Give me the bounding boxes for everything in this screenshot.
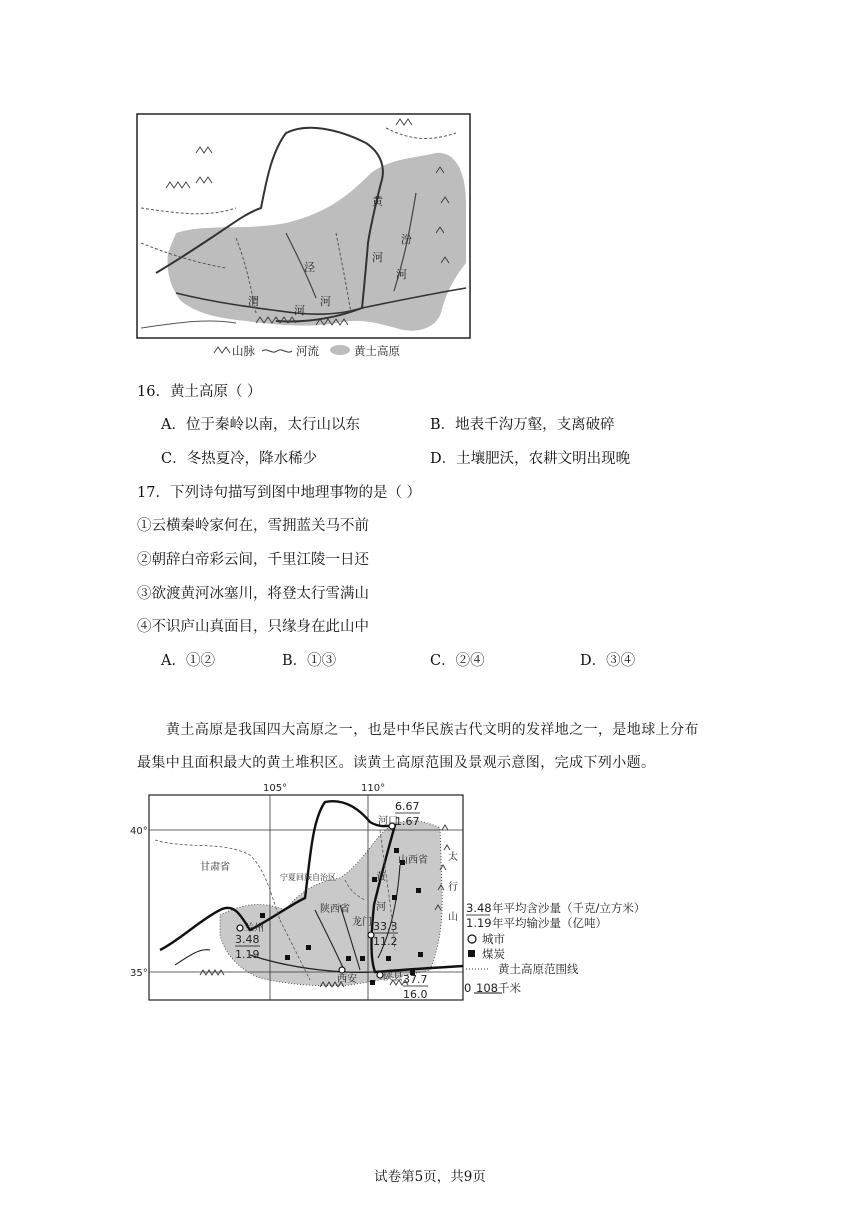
q17-item-4: ④不识庐山真面目，只缘身在此山中 (137, 619, 369, 635)
svg-text:105°: 105° (263, 783, 288, 794)
svg-text:宁夏回族自治区: 宁夏回族自治区 (280, 873, 336, 882)
svg-text:黄: 黄 (376, 872, 386, 883)
svg-text:河: 河 (320, 295, 331, 308)
svg-text:黄土高原范围线: 黄土高原范围线 (498, 962, 579, 976)
svg-text:山脉: 山脉 (232, 344, 255, 358)
svg-text:0: 0 (464, 981, 472, 995)
question-17-stem: 17．下列诗句描写到图中地理事物的是（ ） (137, 485, 422, 501)
svg-text:108千米: 108千米 (476, 981, 521, 995)
svg-text:1.19: 1.19 (235, 948, 260, 961)
q16-option-b[interactable]: B．地表千沟万壑，支离破碎 (430, 417, 615, 433)
svg-text:陕西省: 陕西省 (320, 904, 350, 915)
q17-item-2: ②朝辞白帝彩云间，千里江陵一日还 (137, 552, 369, 568)
svg-text:渭: 渭 (248, 295, 259, 308)
loess-plateau-map-2 (130, 780, 700, 1005)
svg-text:35°: 35° (130, 968, 148, 979)
svg-text:16.0: 16.0 (403, 988, 428, 1001)
svg-text:37.7: 37.7 (403, 973, 428, 986)
svg-text:河口: 河口 (378, 816, 398, 827)
svg-text:1.67: 1.67 (395, 815, 420, 828)
intro-line-1: 黄土高原是我国四大高原之一，也是中华民族古代文明的发祥地之一，是地球上分布 (166, 722, 699, 738)
svg-text:汾: 汾 (401, 233, 412, 246)
svg-text:陕县: 陕县 (383, 972, 403, 983)
svg-text:河: 河 (372, 251, 383, 264)
map2-legend (464, 901, 645, 995)
q17-option-a[interactable]: A．①② (161, 653, 215, 669)
q16-option-d[interactable]: D．土壤肥沃，农耕文明出现晚 (430, 451, 631, 467)
svg-text:3.48: 3.48 (466, 901, 492, 915)
svg-text:110°: 110° (361, 783, 386, 794)
svg-text:3.48: 3.48 (235, 933, 260, 946)
svg-text:33.3: 33.3 (373, 920, 398, 933)
q17-option-d[interactable]: D．③④ (580, 653, 636, 669)
q17-option-b[interactable]: B．①③ (282, 653, 337, 669)
svg-text:城市: 城市 (482, 932, 505, 946)
q17-item-3: ③欲渡黄河冰塞川，将登太行雪满山 (137, 586, 369, 602)
svg-text:西安: 西安 (337, 974, 357, 985)
svg-text:泾: 泾 (304, 261, 315, 274)
svg-text:年平均输沙量（亿吨）: 年平均输沙量（亿吨） (492, 916, 607, 930)
intro-line-2: 最集中且面积最大的黄土堆积区。读黄土高原范围及景观示意图，完成下列小题。 (137, 755, 656, 771)
svg-text:黄: 黄 (372, 195, 383, 208)
svg-text:河: 河 (376, 902, 386, 913)
svg-text:40°: 40° (130, 826, 148, 837)
svg-text:煤炭: 煤炭 (482, 947, 505, 961)
svg-text:龙门: 龙门 (352, 917, 372, 928)
q17-option-c[interactable]: C．②④ (430, 653, 485, 669)
svg-text:河流: 河流 (296, 344, 319, 358)
svg-text:黄土高原: 黄土高原 (354, 344, 400, 358)
page-footer: 试卷第5页，共9页 (374, 1169, 486, 1185)
q16-option-a[interactable]: A．位于秦岭以南，太行山以东 (161, 417, 360, 433)
svg-text:年平均含沙量（千克/立方米）: 年平均含沙量（千克/立方米） (492, 901, 646, 915)
svg-text:甘肃省: 甘肃省 (200, 862, 230, 873)
svg-text:行: 行 (448, 882, 458, 893)
svg-text:山西省: 山西省 (398, 855, 428, 866)
svg-text:山: 山 (448, 912, 458, 923)
question-16-stem: 16．黄土高原（ ） (137, 384, 262, 400)
loess-plateau-map-1 (136, 113, 472, 363)
svg-text:6.67: 6.67 (395, 800, 420, 813)
svg-text:1.19: 1.19 (466, 916, 492, 930)
svg-text:太: 太 (448, 852, 458, 863)
q16-option-c[interactable]: C．冬热夏冷，降水稀少 (161, 451, 318, 467)
svg-text:11.2: 11.2 (373, 935, 398, 948)
svg-text:兰州: 兰州 (244, 923, 264, 934)
map1-legend (214, 344, 400, 358)
q17-item-1: ①云横秦岭家何在，雪拥蓝关马不前 (137, 518, 369, 534)
svg-text:河: 河 (396, 268, 407, 281)
svg-text:河: 河 (294, 304, 305, 317)
